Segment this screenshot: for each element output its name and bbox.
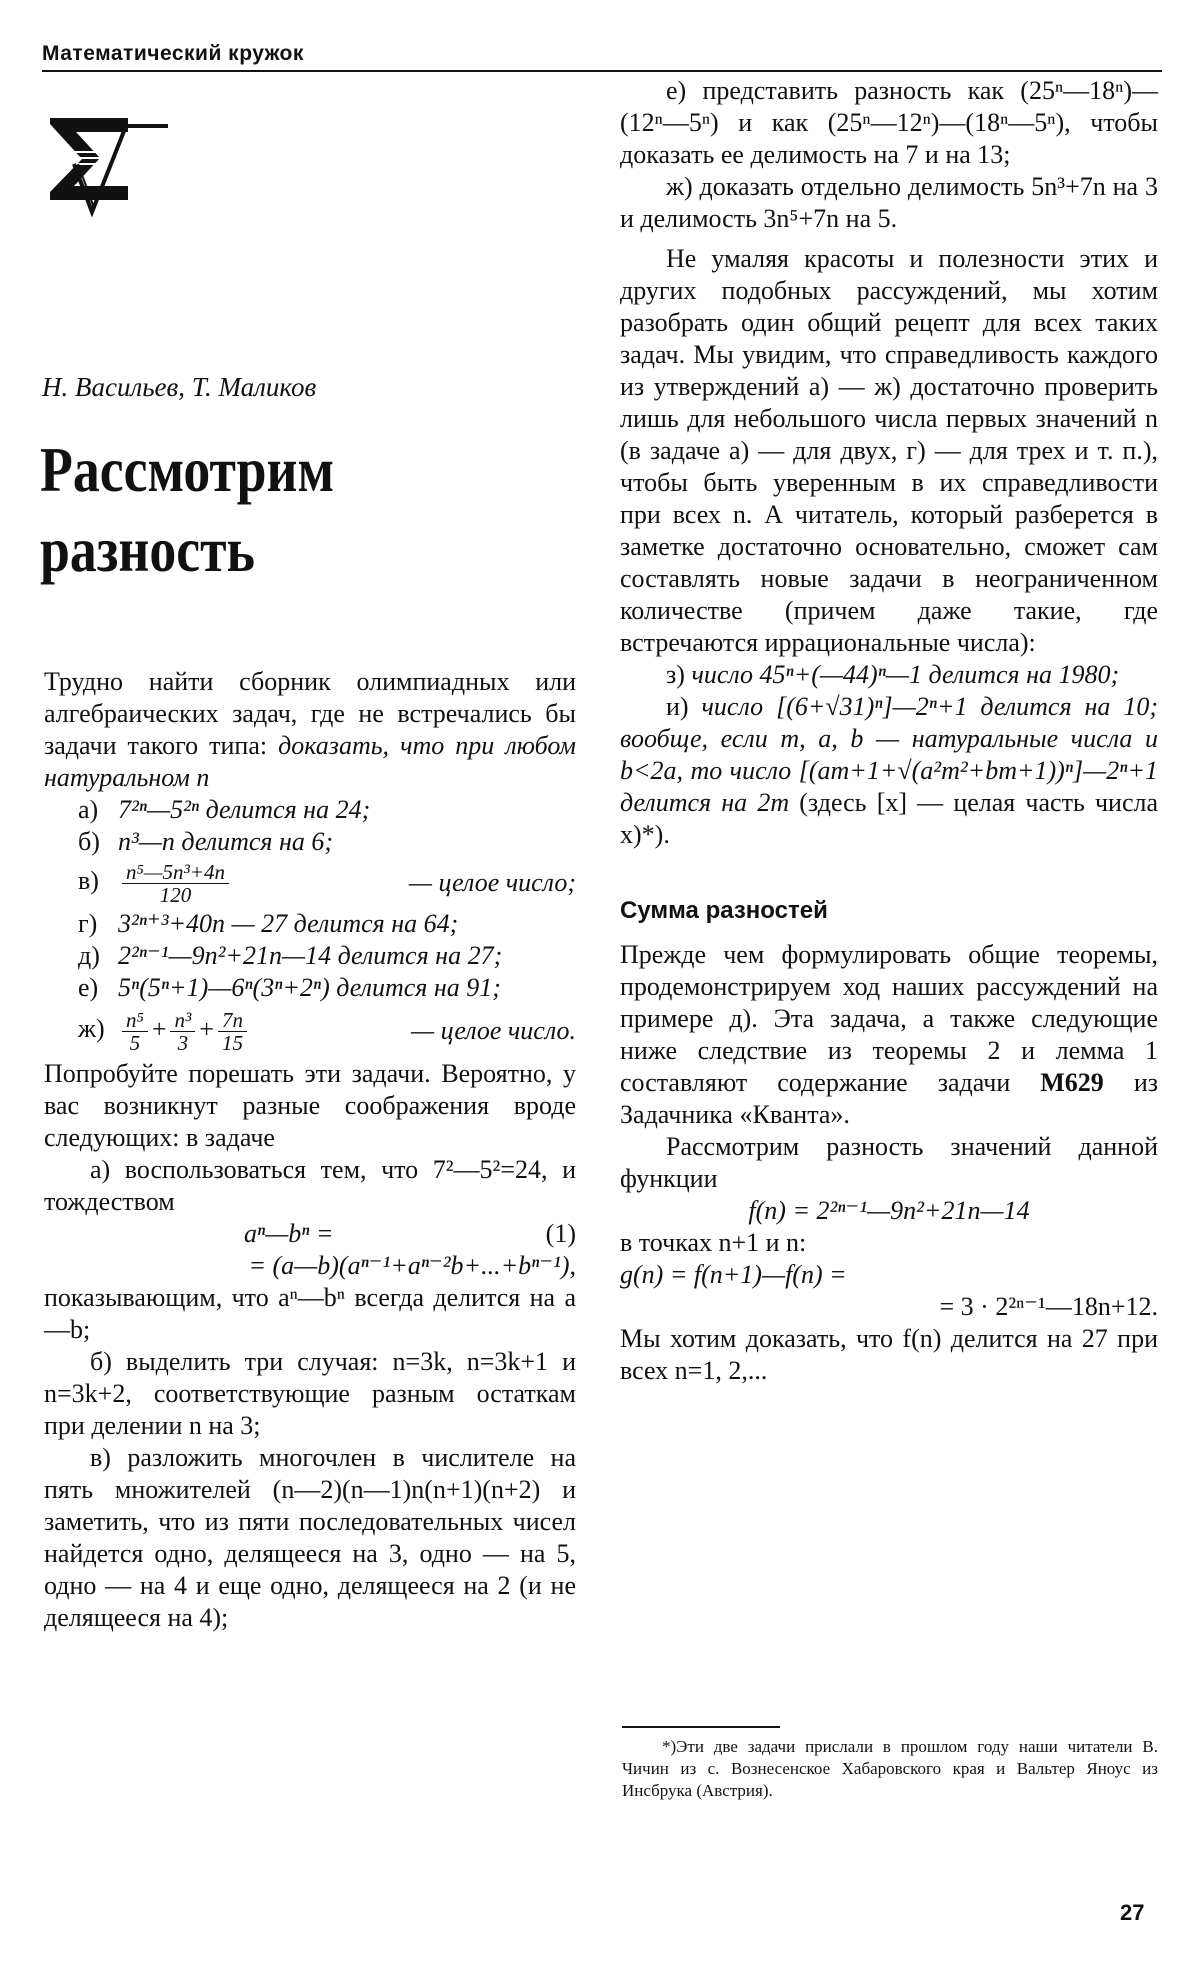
footnote-rule xyxy=(622,1726,780,1728)
paragraph-hint-c: в) разложить многочлен в числителе на пять множителей (n—2)(n—1)n(n+1)(n+2) и заметить, что из пяти последовательных чисел найдется одно, делящееся на 3, одно — на 5, одно — на 4 и еще одно, делящееся на 2 (и не делящееся на 4); xyxy=(44,1443,576,1632)
paragraph-points: в точках n+1 и n: xyxy=(620,1228,807,1257)
right-column xyxy=(620,75,1158,1387)
title-line-2: разность xyxy=(40,514,255,585)
equation-g-line2: = 3 · 2²ⁿ⁻¹—18n+12. xyxy=(939,1292,1158,1321)
article-title xyxy=(40,430,494,590)
paragraph-try: Попробуйте порешать эти задачи. Вероятно, у вас возникнут разные соображения вроде следующих: в задаче xyxy=(44,1059,576,1152)
equation-1: aⁿ—bⁿ = (1) xyxy=(244,1219,576,1248)
equation-1-rhs: = (a—b)(aⁿ⁻¹+aⁿ⁻²b+...+bⁿ⁻¹), xyxy=(248,1251,576,1280)
paragraph-hint-g: ж) доказать отдельно делимость 5n³+7n на 3 и делимость 3n⁵+7n на 5. xyxy=(620,172,1158,233)
problem-z: з) число 45ⁿ+(—44)ⁿ—1 делится на 1980; xyxy=(666,660,1120,689)
problem-b: б) n³—n делится на 6; xyxy=(78,827,334,856)
equation-f: f(n) = 2²ⁿ⁻¹—9n²+21n—14 xyxy=(748,1196,1030,1225)
article-authors: Н. Васильев, Т. Маликов xyxy=(42,372,317,402)
section-title: Сумма разностей xyxy=(620,897,828,924)
problem-c: в) $\frac{\text{n⁵—5n³+4n}}{120}$ — целое число; xyxy=(78,859,576,907)
problem-d: г) 3²ⁿ⁺³+40n — 27 делится на 64; xyxy=(78,909,459,938)
fraction: $\frac{\text{n⁵}}{5}$ xyxy=(122,1009,148,1054)
paragraph-want: Мы хотим доказать, что f(n) делится на 27 при всех n=1, 2,... xyxy=(620,1324,1158,1385)
paragraph-hint-a2: показывающим, что aⁿ—bⁿ всегда делится на a—b; xyxy=(44,1283,576,1344)
title-line-1: Рассмотрим xyxy=(40,434,335,505)
paragraph-recipe: Не умаляя красоты и полезности этих и других подобных рассуждений, мы хотим разобрать один общий рецепт для всех таких задач. Мы увидим, что справедливость каждого из утверждений а) — ж) достаточно проверить лишь для небольшого числа первых значений n (в задаче а) — для двух, г) — для трех и т. п.), чтобы быть уверенным в их справедливости при всех n. А читатель, который разберется в заметке достаточно основательно, сможет сам составлять новые задачи в неограниченном количестве (причем даже такие, где встречаются иррациональные числа): xyxy=(620,244,1158,657)
paragraph-hint-a: а) воспользоваться тем, что 7²—5²=24, и тождеством xyxy=(44,1155,576,1216)
footnote-text: *)Эти две задачи прислали в прошлом году наши читатели В. Чичин из с. Вознесенское Хабаровского края и Вальтер Яноус из Инсбрука (Австрия). xyxy=(622,1737,1158,1800)
sigma-root-logo-icon xyxy=(44,112,169,222)
paragraph-hint-e: е) представить разность как (25ⁿ—18ⁿ)—(12ⁿ—5ⁿ) и как (25ⁿ—12ⁿ)—(18ⁿ—5ⁿ), чтобы доказать ее делимость на 7 и на 13; xyxy=(620,76,1158,169)
problem-f: е) 5ⁿ(5ⁿ+1)—6ⁿ(3ⁿ+2ⁿ) делится на 91; xyxy=(78,973,501,1002)
fraction: $\frac{\text{n⁵—5n³+4n}}{120}$ xyxy=(122,861,229,906)
problem-g: ж) $\frac{\text{n⁵}}{5}$ + $\frac{\text{n³}}{3}$ + $\frac{7n}{15}$ — целое число. xyxy=(78,1007,576,1055)
intro-paragraph: Трудно найти сборник олимпиадных или алгебраических задач, где не встречались бы задачи такого типа: доказать, что при любом натуральном n xyxy=(44,667,577,792)
problem-i: и) число [(6+√31)ⁿ]—2ⁿ+1 делится на 10; вообще, если m, a, b — натуральные числа и b<2a, то число [(am+1+√(a²m²+bm+1))ⁿ]—2ⁿ+1 делится на 2m (здесь [x] — целая часть числа x)*). xyxy=(620,692,1159,849)
paragraph-sum: Прежде чем формулировать общие теоремы, продемонстрируем ход наших рассуждений на примере д). Эта задача, а также следующие ниже следствие из теоремы 2 и лемма 1 составляют содержание задачи М629 из Задачника «Кванта». xyxy=(620,940,1159,1129)
header-divider xyxy=(42,70,1162,72)
left-column xyxy=(44,666,576,1634)
paragraph-hint-b: б) выделить три случая: n=3k, n=3k+1 и n=3k+2, соответствующие разным остаткам при делении n на 3; xyxy=(44,1347,576,1440)
fraction: $\frac{7n}{15}$ xyxy=(218,1009,247,1054)
page-number: 27 xyxy=(1120,1900,1145,1925)
footnote xyxy=(622,1736,1158,1802)
problem-a: а) 7²ⁿ—5²ⁿ делится на 24; xyxy=(78,795,371,824)
section-header: Математический кружок xyxy=(42,42,304,65)
equation-g-line1: g(n) = f(n+1)—f(n) = xyxy=(620,1260,847,1289)
fraction: $\frac{\text{n³}}{3}$ xyxy=(170,1009,195,1054)
paragraph-consider: Рассмотрим разность значений данной функции xyxy=(620,1132,1158,1193)
problem-e: д) 2²ⁿ⁻¹—9n²+21n—14 делится на 27; xyxy=(78,941,503,970)
